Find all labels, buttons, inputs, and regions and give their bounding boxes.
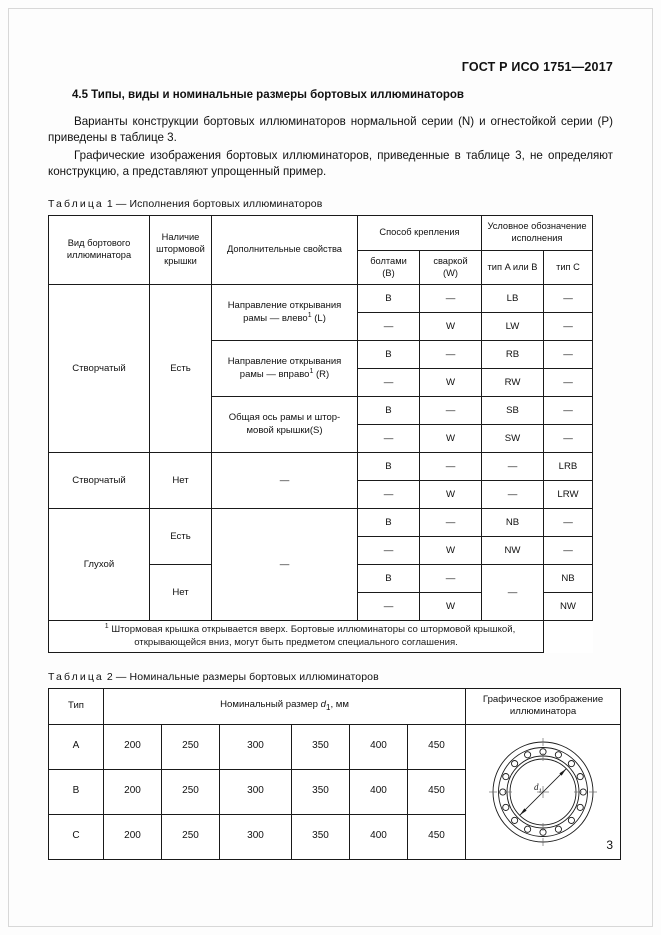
footnote-indent (77, 624, 105, 635)
cell-designation-c: LRW (544, 481, 593, 509)
cell-designation-c: LRB (544, 453, 593, 481)
cell-designation-ab: NW (482, 537, 544, 565)
cell-designation-c: NW (544, 593, 593, 621)
cell-size: 200 (104, 724, 162, 769)
cell-weld: — (420, 285, 482, 313)
cell-size: 400 (350, 814, 408, 859)
th-nominal-prefix: Номинальный размер (220, 699, 321, 711)
table2-caption (48, 671, 613, 683)
dimension-symbol: d (534, 781, 539, 792)
table1-header-row-1 (49, 215, 593, 250)
dimension-subscript: 1 (538, 787, 542, 794)
cell-designation-ab: — (482, 453, 544, 481)
table-row (49, 285, 593, 313)
paragraph-2: Графические изображения бортовых иллюминаторов, приведенные в таблице 3, не определяют конструкцию, а представляют упрощенный пример. (48, 148, 613, 178)
cell-size: 350 (292, 769, 350, 814)
footnote-marker: 1 (307, 311, 312, 319)
th-fastening-weld (420, 250, 482, 285)
cell-size: 250 (162, 724, 220, 769)
table-2-nominal-sizes (48, 688, 621, 860)
cell-bolts: B (358, 397, 420, 425)
table1-caption-text: Исполнения бортовых иллюминаторов (129, 197, 323, 210)
th-nominal-size (104, 688, 466, 724)
footnote-text: Штормовая крышка открывается вверх. Бортовые иллюминаторы со штормовой крышкой, открывающейся вниз, могут быть предметом специального соглашения. (111, 624, 516, 648)
footnote-marker: 1 (309, 367, 314, 375)
document-standard-header: ГОСТ Р ИСО 1751—2017 (461, 60, 613, 74)
cell-size: 350 (292, 814, 350, 859)
cell-bolts: — (358, 537, 420, 565)
cell-size: 200 (104, 814, 162, 859)
th-fastening-method: Способ крепления (358, 215, 482, 250)
cell-weld: W (420, 369, 482, 397)
property-line1: Общая ось рамы и штор- (228, 412, 341, 424)
th-storm-cover: Наличие штормовой крышки (150, 215, 212, 285)
porthole-drawing-wrapper (466, 735, 620, 849)
cell-weld: W (420, 593, 482, 621)
th-fastening-bolts-line2: (B) (382, 267, 395, 278)
cell-weld: W (420, 537, 482, 565)
table2-caption-label: Таблица (48, 670, 104, 683)
th-figure-line1: Графическое изображение (482, 693, 604, 705)
th-figure-line2: иллюминатора (509, 706, 577, 718)
th-designation: Условное обозначение исполнения (482, 215, 593, 250)
cell-weld: — (420, 341, 482, 369)
cell-designation-c: — (544, 509, 593, 537)
cell-designation-c: — (544, 537, 593, 565)
table2-caption-number: 2 (106, 670, 113, 683)
cell-size: 400 (350, 724, 408, 769)
cell-property-dash: — (212, 509, 358, 621)
table2-caption-dash: — (115, 670, 127, 683)
cell-size: 450 (408, 769, 466, 814)
cell-designation-ab: SB (482, 397, 544, 425)
property-line2: мовой крышки(S) (246, 424, 323, 436)
cell-size: 250 (162, 814, 220, 859)
table-row (49, 724, 621, 769)
cell-weld: — (420, 509, 482, 537)
cell-designation-c: — (544, 285, 593, 313)
cell-designation-ab: LW (482, 313, 544, 341)
th-fastening-bolts-line1: болтами (370, 255, 407, 266)
cell-type: B (49, 769, 104, 814)
property-line2-tail: (R) (313, 368, 330, 380)
th-nominal-suffix: , мм (330, 699, 349, 711)
cell-weld: W (420, 425, 482, 453)
cell-property-left (212, 285, 358, 341)
property-line1: Направление открывания (227, 356, 342, 368)
cell-designation-ab: — (482, 565, 544, 621)
cell-size: 300 (220, 814, 292, 859)
cell-weld: — (420, 397, 482, 425)
cell-bolts: — (358, 425, 420, 453)
cell-designation-c: — (544, 313, 593, 341)
dimension-label-d1 (534, 782, 542, 795)
page-content (48, 88, 613, 860)
cell-designation-c: — (544, 369, 593, 397)
table1-caption-dash: — (115, 197, 127, 210)
table-row (49, 453, 593, 481)
cell-size: 250 (162, 769, 220, 814)
th-extra-properties: Дополнительные свойства (212, 215, 358, 285)
table1-footnote-row (49, 621, 593, 653)
cell-property-common-axis (212, 397, 358, 453)
th-nominal-subscript: 1 (325, 703, 331, 713)
cell-weld: W (420, 481, 482, 509)
table2-caption-text: Номинальные размеры бортовых иллюминаторов (129, 670, 379, 683)
paragraph-1: Варианты конструкции бортовых иллюминаторов нормальной серии (N) и огнестойкой серии (P) приведены в таблице 3. (48, 114, 613, 144)
cell-kind: Створчатый (49, 453, 150, 509)
th-fastening-bolts (358, 250, 420, 285)
cell-bolts: — (358, 481, 420, 509)
table1-caption (48, 198, 613, 210)
property-line2: рамы — вправо (239, 368, 310, 380)
cell-designation-c: — (544, 341, 593, 369)
th-figure (466, 688, 621, 724)
cell-designation-ab: — (482, 481, 544, 509)
cell-size: 350 (292, 724, 350, 769)
cell-porthole-figure (466, 724, 621, 859)
cell-storm-cover: Нет (150, 565, 212, 621)
cell-designation-c: NB (544, 565, 593, 593)
porthole-flange-diagram-icon (468, 736, 618, 848)
table1-footnote (49, 621, 544, 653)
cell-property-right (212, 341, 358, 397)
diameter-dimension-arrow (520, 768, 567, 815)
cell-designation-ab: LB (482, 285, 544, 313)
th-designation-ab: тип A или B (482, 250, 544, 285)
cell-bolts: — (358, 593, 420, 621)
cell-size: 300 (220, 724, 292, 769)
cell-storm-cover: Нет (150, 453, 212, 509)
cell-bolts: B (358, 341, 420, 369)
cell-bolts: B (358, 285, 420, 313)
th-nominal-symbol: d (320, 699, 326, 711)
cell-size: 200 (104, 769, 162, 814)
cell-type: A (49, 724, 104, 769)
th-type: Тип (49, 688, 104, 724)
cell-weld: — (420, 453, 482, 481)
cell-kind: Створчатый (49, 285, 150, 453)
cell-storm-cover: Есть (150, 509, 212, 565)
table1-caption-number: 1 (106, 197, 113, 210)
property-line2: рамы — влево (243, 312, 308, 324)
cell-designation-ab: RW (482, 369, 544, 397)
footnote-marker: 1 (104, 623, 109, 631)
cell-property-dash: — (212, 453, 358, 509)
cell-bolts: — (358, 313, 420, 341)
cell-bolts: B (358, 565, 420, 593)
cell-designation-c: — (544, 397, 593, 425)
cell-weld: W (420, 313, 482, 341)
cell-storm-cover: Есть (150, 285, 212, 453)
cell-kind: Глухой (49, 509, 150, 621)
table1-caption-label: Таблица (48, 197, 104, 210)
page-number: 3 (606, 838, 613, 852)
table-row (49, 509, 593, 537)
table2-header-row (49, 688, 621, 724)
cell-bolts: — (358, 369, 420, 397)
property-line1: Направление открывания (227, 300, 342, 312)
cell-designation-ab: NB (482, 509, 544, 537)
cell-designation-c: — (544, 425, 593, 453)
cell-weld: — (420, 565, 482, 593)
th-kind: Вид бортового иллюминатора (49, 215, 150, 285)
cell-bolts: B (358, 509, 420, 537)
cell-designation-ab: SW (482, 425, 544, 453)
property-line2-tail: (L) (311, 312, 326, 324)
cell-size: 300 (220, 769, 292, 814)
cell-bolts: B (358, 453, 420, 481)
cell-size: 450 (408, 814, 466, 859)
cell-designation-ab: RB (482, 341, 544, 369)
cell-type: C (49, 814, 104, 859)
cell-size: 450 (408, 724, 466, 769)
section-title: 4.5 Типы, виды и номинальные размеры бортовых иллюминаторов (72, 89, 464, 101)
th-fastening-weld-line2: (W) (443, 267, 458, 278)
th-fastening-weld-line1: сваркой (433, 255, 468, 266)
cell-size: 400 (350, 769, 408, 814)
table-1-porthole-variants (48, 215, 593, 653)
th-designation-c: тип C (544, 250, 593, 285)
